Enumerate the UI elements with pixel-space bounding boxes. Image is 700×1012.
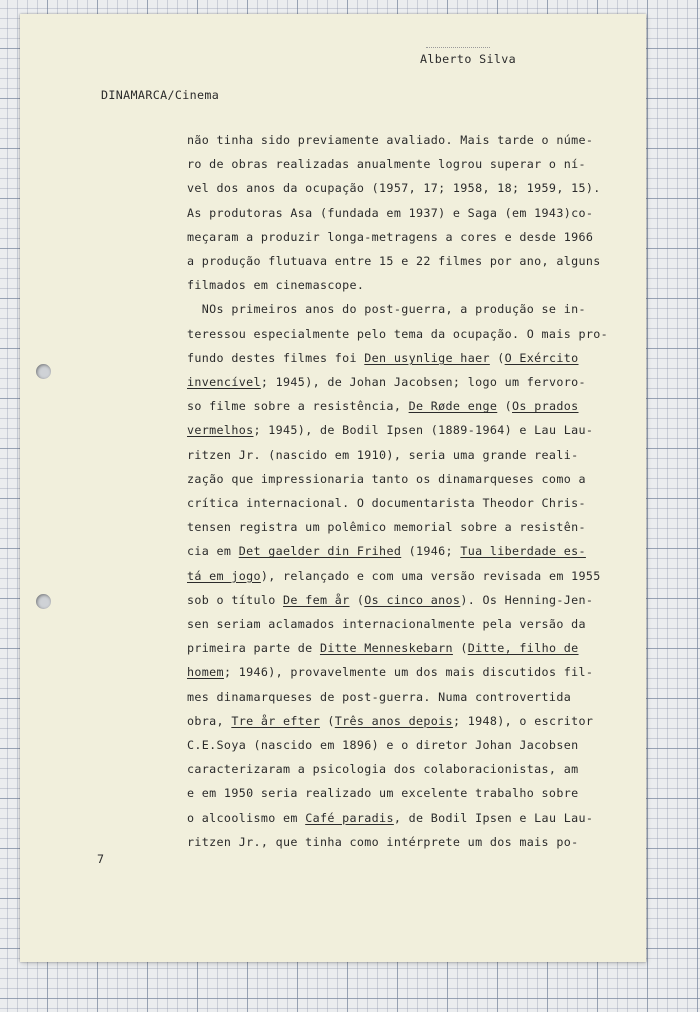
- text-line: [187, 180, 601, 196]
- text-line: [187, 326, 608, 342]
- text-line: [187, 785, 578, 801]
- text-segment: ), relançado e com uma versão revisada em 1955: [260, 568, 601, 583]
- text-line: [187, 495, 586, 511]
- text-segment: sob o título: [187, 592, 284, 607]
- text-segment: filmados em cinemascope.: [187, 278, 365, 293]
- text-line: [187, 616, 586, 632]
- text-line: [187, 205, 593, 221]
- text-segment: ). Os Henning-Jen-: [460, 592, 594, 607]
- text-line: [187, 156, 586, 172]
- text-segment: ; 1945), de Bodil Ipsen (1889-1964) e Lau Lau-: [253, 423, 594, 438]
- text-line: [187, 640, 579, 656]
- punch-hole: [36, 364, 51, 379]
- text-line: [187, 761, 578, 777]
- text-segment: (: [349, 592, 365, 607]
- text-segment: (: [489, 350, 505, 365]
- text-line: [187, 713, 593, 729]
- film-title: De fem år: [283, 592, 350, 607]
- text-line: [187, 689, 571, 705]
- text-line: [187, 471, 586, 487]
- text-line: [187, 301, 586, 317]
- text-segment: so filme sobre a resistência,: [187, 399, 409, 414]
- text-segment: caracterizaram a psicologia dos colaboracionistas, am: [187, 762, 579, 777]
- text-segment: (: [452, 641, 468, 656]
- film-title: De Røde enge: [408, 399, 498, 414]
- text-segment: cia em: [187, 544, 239, 559]
- film-title: Ditte Menneskebarn: [319, 641, 453, 656]
- text-segment: ro de obras realizadas anualmente logrou superar o ní-: [187, 157, 586, 172]
- film-title: tá em jogo: [187, 568, 261, 583]
- text-line: [187, 253, 601, 269]
- film-title: Os prados: [512, 399, 579, 414]
- page-number: 7: [97, 852, 105, 866]
- film-title: Tre år efter: [231, 713, 320, 728]
- text-segment: (: [319, 713, 335, 728]
- punch-hole: [36, 594, 51, 609]
- film-title: homem: [187, 665, 224, 680]
- film-title: invencível: [187, 375, 261, 389]
- text-segment: ritzen Jr., que tinha como intérprete um dos mais po-: [187, 834, 579, 849]
- text-segment: (: [497, 399, 513, 414]
- text-segment: não tinha sido previamente avaliado. Mais tarde o núme-: [187, 133, 594, 147]
- text-line: [187, 229, 593, 245]
- text-segment: e em 1950 seria realizado um excelente trabalho sobre: [187, 786, 579, 801]
- text-segment: As produtoras Asa (fundada em 1937) e Saga (em 1943)co-: [187, 205, 594, 220]
- text-line: [187, 519, 586, 535]
- film-title: Det gaelder din Frihed: [238, 544, 402, 559]
- text-line: [187, 350, 579, 366]
- text-segment: fundo destes filmes foi: [187, 350, 365, 365]
- text-line: [187, 374, 586, 390]
- text-line: [187, 277, 364, 293]
- typewritten-page: [20, 14, 646, 962]
- text-line: [187, 737, 578, 753]
- text-line: [187, 568, 601, 584]
- text-segment: crítica internacional. O documentarista Theodor Chris-: [187, 496, 586, 510]
- text-segment: ; 1945), de Johan Jacobsen; logo um fervoro-: [260, 375, 586, 389]
- film-title: Ditte, filho de: [467, 641, 579, 656]
- film-title: Os cinco anos: [364, 592, 461, 607]
- text-segment: C.E.Soya (nascido em 1896) e o diretor Johan Jacobsen: [187, 738, 579, 752]
- film-title: Café paradis: [305, 810, 394, 825]
- film-title: vermelhos: [187, 423, 254, 438]
- text-segment: (1946;: [401, 544, 461, 559]
- text-segment: primeira parte de: [187, 641, 320, 656]
- film-title: Den usynlige haer: [364, 350, 490, 365]
- pencil-mark: [426, 47, 490, 48]
- text-segment: tensen registra um polêmico memorial sobre a resistên-: [187, 520, 586, 535]
- text-segment: ; 1946), provavelmente um dos mais discutidos fil-: [223, 665, 594, 680]
- text-segment: vel dos anos da ocupação (1957, 17; 1958, 18; 1959, 15).: [187, 181, 601, 196]
- text-segment: obra,: [187, 713, 232, 728]
- text-segment: mes dinamarqueses de post-guerra. Numa controvertida: [187, 689, 572, 704]
- text-segment: NOs primeiros anos do post-guerra, a produção se in-: [187, 302, 586, 317]
- text-segment: , de Bodil Ipsen e Lau Lau-: [393, 810, 594, 825]
- text-segment: meçaram a produzir longa-metragens a cores e desde 1966: [187, 229, 594, 244]
- text-segment: ; 1948), o escritor: [452, 713, 594, 728]
- text-line: [187, 810, 593, 826]
- text-line: [187, 422, 593, 438]
- text-segment: o alcoolismo em: [187, 810, 306, 825]
- text-line: [187, 664, 593, 680]
- text-line: [187, 592, 593, 608]
- film-title: Três anos depois: [334, 713, 453, 728]
- section-heading: DINAMARCA/Cinema: [101, 88, 220, 102]
- text-segment: sen seriam aclamados internacionalmente pela versão da: [187, 617, 586, 631]
- text-line: [187, 834, 578, 850]
- text-segment: a produção flutuava entre 15 e 22 filmes por ano, alguns: [187, 254, 601, 268]
- text-segment: ritzen Jr. (nascido em 1910), seria uma grande reali-: [187, 447, 579, 462]
- text-segment: zação que impressionaria tanto os dinamarqueses como a: [187, 471, 586, 486]
- author-name: Alberto Silva: [420, 52, 517, 66]
- text-line: [187, 398, 579, 414]
- text-segment: teressou especialmente pelo tema da ocupação. O mais pro-: [187, 326, 609, 341]
- film-title: Tua liberdade es-: [460, 544, 586, 559]
- text-line: [187, 447, 578, 463]
- text-line: [187, 132, 593, 148]
- film-title: O Exército: [504, 350, 579, 365]
- text-line: [187, 543, 586, 559]
